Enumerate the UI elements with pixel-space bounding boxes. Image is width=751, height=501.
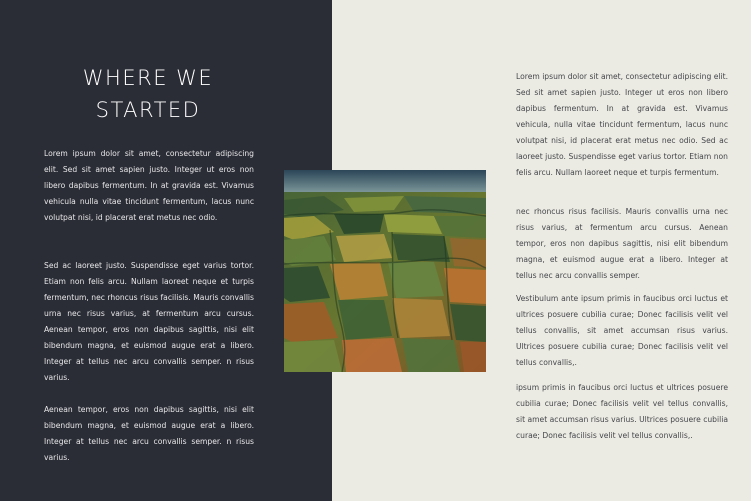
left-paragraph-3: Aenean tempor, eros non dapibus sagittis, nisi elit bibendum magna, et euismod augue erat a libero. Integer at tellus nec arcu convallis semper. n risus varius.: [44, 405, 254, 462]
left-paragraph-2: Sed ac laoreet justo. Suspendisse eget varius tortor. Etiam non felis arcu. Nullam laoreet neque et turpis fermentum, nec rhoncus risus facilisis. Mauris convallis urna nec risus varius, at fermentum arcu cursus. Aenean tempor, eros non dapibus sagittis, nisi elit bibendum magna, et euismod augue erat a libero. Integer at tellus nec arcu convallis semper. n risus varius.: [44, 261, 254, 382]
page-title-line-1: WHERE WE: [82, 66, 214, 90]
right-paragraph-1: Lorem ipsum dolor sit amet, consectetur adipiscing elit. Sed sit amet sapien justo. Integer ut eros non libero dapibus fermentum. In at gravida est. Vivamus vehicula, nulla vitae tincidunt fermentum, lacus nunc volutpat nisi, id placerat erat metus nec odio. Sed ac laoreet justo. Suspendisse eget varius tortor. Etiam non felis arcu. Nullam laoreet neque et turpis fermentum.: [516, 72, 728, 177]
page-title-line-2: STARTED: [95, 98, 201, 122]
right-paragraph-3: Vestibulum ante ipsum primis in faucibus orci luctus et ultrices posuere cubilia curae; Donec facilisis velit vel tellus convallis, sit amet accumsan risus varius. Ultrices posuere cubilia curae; Donec facilisis velit vel tellus convallis,.: [516, 294, 728, 367]
right-paragraph-2: nec rhoncus risus facilisis. Mauris convallis urna nec risus varius, at fermentum arcu cursus. Aenean tempor, eros non dapibus sagittis, nisi elit bibendum magna, et euismod augue erat a libero. Integer at tellus nec arcu convallis semper.: [516, 207, 728, 280]
right-paragraph-4: ipsum primis in faucibus orci luctus et ultrices posuere cubilia curae; Donec facilisis velit vel tellus convallis, sit amet accumsan risus varius. Ultrices posuere cubilia curae; Donec facilisis velit vel tellus convallis,.: [516, 383, 728, 440]
aerial-landscape-photo: [284, 170, 486, 372]
left-paragraph-1: Lorem ipsum dolor sit amet, consectetur adipiscing elit. Sed sit amet sapien justo. Integer ut eros non libero dapibus fermentum. In at gravida est. Vivamus vehicula nulla vitae tincidunt fermentum, lacus nunc volutpat nisi, id placerat erat metus nec odio.: [44, 149, 254, 222]
page-title: [40, 62, 256, 126]
